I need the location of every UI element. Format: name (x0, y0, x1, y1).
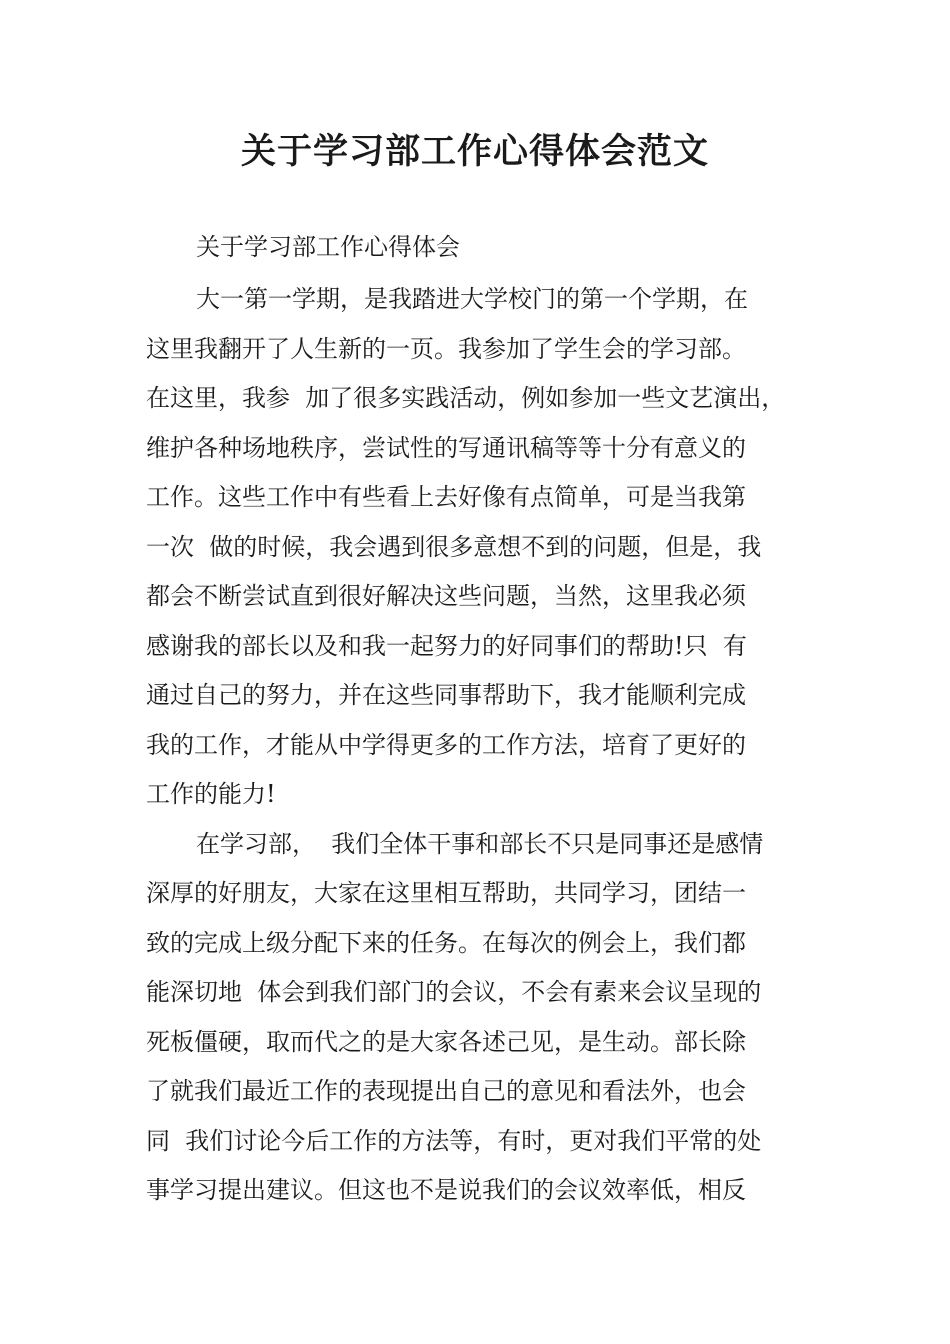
text-line: 维护各种场地秩序，尝试性的写通讯稿等等十分有意义的 (146, 434, 746, 462)
text-line: 在这里，我参 加了很多实践活动，例如参加一些文艺演出， (146, 384, 786, 412)
text-line: 通过自己的努力，并在这些同事帮助下，我才能顺利完成 (146, 681, 746, 709)
subtitle-line: 关于学习部工作心得体会 (196, 233, 460, 261)
text-line: 都会不断尝试直到很好解决这些问题，当然，这里我必须 (146, 582, 746, 610)
text-line: 深厚的好朋友，大家在这里相互帮助，共同学习，团结一 (146, 879, 746, 907)
text-line: 事学习提出建议。但这也不是说我们的会议效率低，相反 (146, 1176, 746, 1204)
text-line: 了就我们最近工作的表现提出自己的意见和看法外，也会 (146, 1077, 746, 1105)
text-line: 死板僵硬，取而代之的是大家各述己见，是生动。部长除 (146, 1028, 746, 1056)
text-line: 一次 做的时候，我会遇到很多意想不到的问题，但是，我 (146, 533, 762, 561)
text-line: 我的工作，才能从中学得更多的工作方法，培育了更好的 (146, 731, 746, 759)
text-line: 致的完成上级分配下来的任务。在每次的例会上，我们都 (146, 929, 746, 957)
text-line: 同 我们讨论今后工作的方法等，有时，更对我们平常的处 (146, 1127, 762, 1155)
text-line: 大一第一学期，是我踏进大学校门的第一个学期，在 (196, 285, 748, 313)
text-line: 工作。这些工作中有些看上去好像有点简单，可是当我第 (146, 483, 746, 511)
text-line: 能深切地 体会到我们部门的会议，不会有素来会议呈现的 (146, 978, 762, 1006)
text-line: 感谢我的部长以及和我一起努力的好同事们的帮助!只 有 (146, 632, 747, 660)
text-line: 在学习部， 我们全体干事和部长不只是同事还是感情 (196, 830, 764, 858)
document-title: 关于学习部工作心得体会范文 (240, 132, 709, 172)
text-line: 这里我翻开了人生新的一页。我参加了学生会的学习部。 (146, 335, 746, 363)
text-line: 工作的能力! (146, 780, 276, 808)
